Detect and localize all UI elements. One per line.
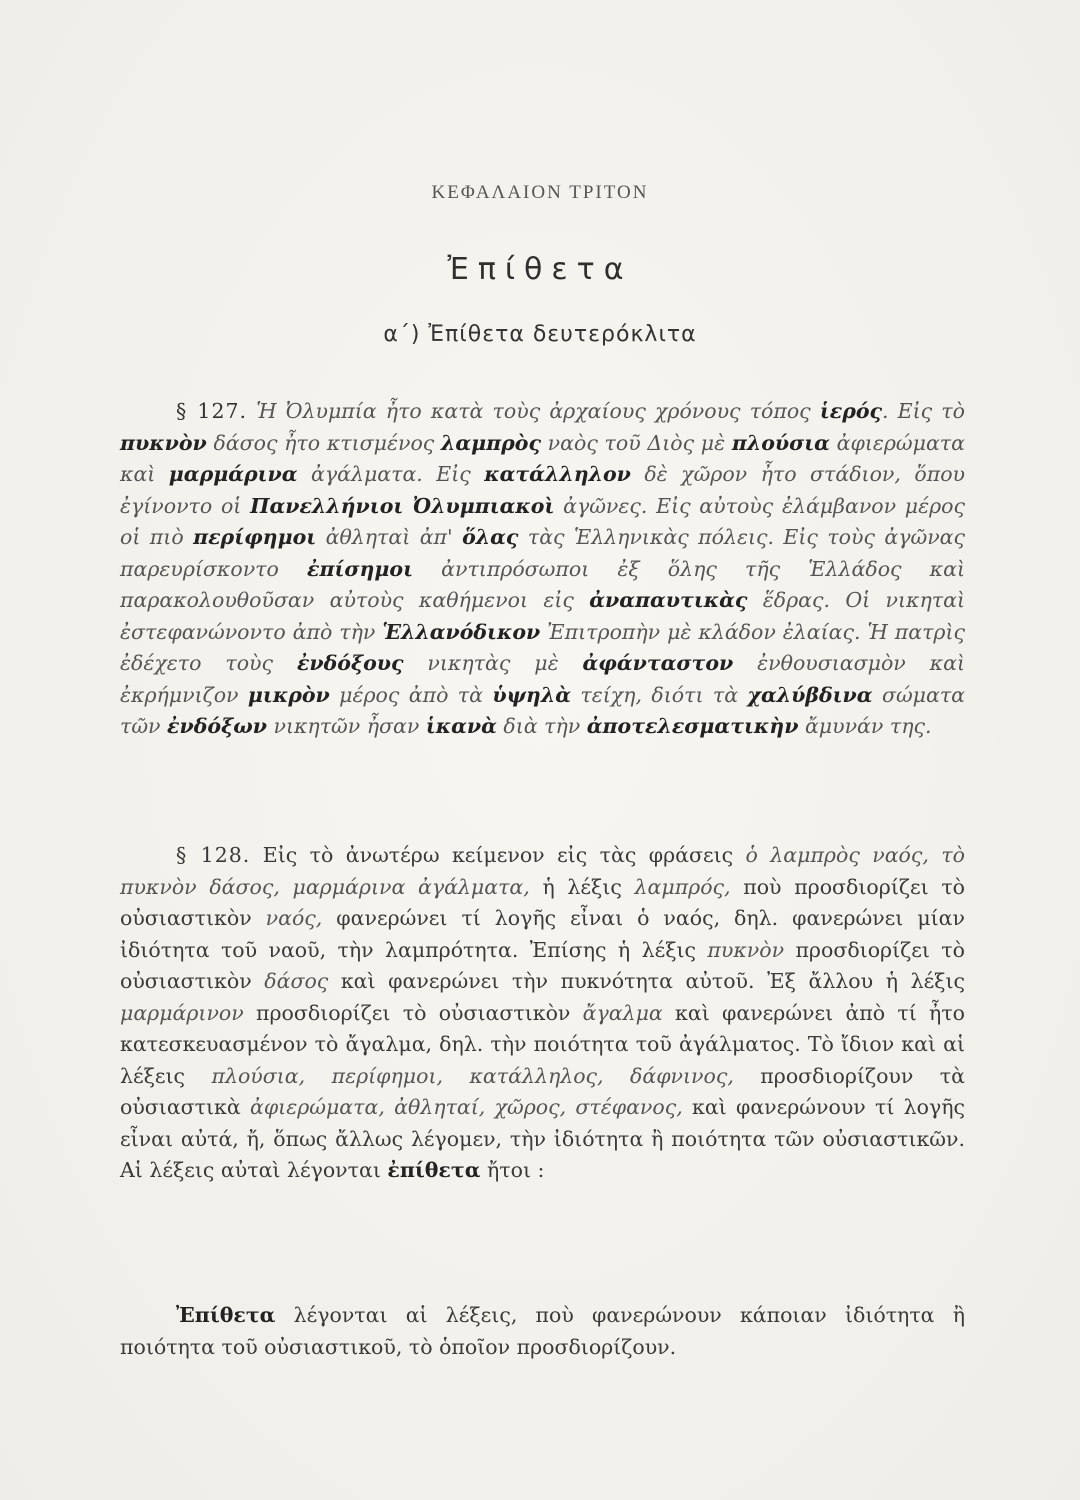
text-run: ποὺ προσδιορίζει τὸ οὐσιαστικὸν [120,874,965,930]
text-run: ἄμυνάν της. [798,714,932,738]
text-run: Εἰς τὸ ἀνωτέρω κείμενον εἰς τὰς φράσεις [262,843,746,867]
emphasized-word: ἀναπαυτικὰς [589,588,748,612]
italic-phrase: ἄγαλμα [582,1000,663,1025]
emphasized-word: ἐπίθετα [387,1158,481,1182]
text-run: ἀφιερώματα καὶ [120,430,965,486]
text-run: τείχη, διότι τὰ [570,682,748,707]
emphasized-word: ἐνδόξους [296,651,404,675]
emphasized-word: ἱερός [819,399,882,423]
text-run: ἡ λέξις [529,874,635,899]
italic-phrase: λαμπρός, [634,874,731,899]
text-run: καὶ φανερώνει ἀπὸ τί ἦτο κατεσκευασμένον τὸ ἄγαλμα, δηλ. τὴν ποιότητα τοῦ ἀγάλματος. Τὸ ἴδιον καὶ αἱ λέξεις [120,1000,966,1088]
italic-phrase: δάσος [264,969,329,993]
paragraph-127 [120,396,965,743]
text-run: μέρος ἀπὸ τὰ [329,682,493,707]
emphasized-word: κατάλληλον [484,462,631,486]
text-run: καὶ φανερώνει τὴν πυκνότητα αὐτοῦ. Ἐξ ἄλλου ἡ λέξις [328,969,965,993]
text-run: νικητῶν ἦσαν [266,714,426,738]
emphasized-word: μαρμάρινα [168,462,298,486]
text-run: νικητὰς μὲ [403,651,583,675]
emphasized-word: Ἑλλανόδικον [382,619,541,644]
italic-phrase: ναός, [265,906,323,930]
emphasized-word: λαμπρὸς [441,430,541,455]
paragraph-body [120,399,965,738]
section-subtitle: α΄) Ἐπίθετα δευτερόκλιτα [383,322,697,347]
italic-phrase: ἀφιερώματα, ἀθληταί, χῶρος, στέφανος, [249,1095,683,1119]
emphasized-word: ἐνδόξων [167,714,267,738]
text-run: προσδιορίζει τὸ οὐσιαστικὸν [120,937,965,993]
emphasized-word: ἀφάνταστον [582,651,734,675]
text-run: προσδιορίζει τὸ οὐσιαστικὸν [243,1000,583,1025]
page-title: Ἐπίθετα [447,252,633,287]
text-run: τὰς Ἑλληνικὰς πόλεις. Εἰς τοὺς ἀγῶνας παρευρίσκοντο [120,525,966,581]
text-run: Ἐπιτροπὴν μὲ κλάδον ἐλαίας. Ἡ πατρὶς ἐδέχετο τοὺς [120,619,965,675]
emphasized-word: Πανελλήνιοι Ὀλυμπιακοὶ [250,493,555,518]
text-run: δάσος ἦτο κτισμένος [206,430,441,455]
text-run: Ἡ Ὀλυμπία ἦτο κατὰ τοὺς ἀρχαίους χρόνους τόπος [256,399,820,423]
paragraph-body [120,843,965,1182]
emphasized-word: ὑψηλὰ [492,682,571,707]
italic-phrase: ὁ λαμπρὸς ναός, τὸ πυκνὸν δάσος, μαρμάρινα ἀγάλματα, [120,843,965,899]
italic-phrase: πυκνὸν [707,937,785,962]
text-run: σώματα τῶν [120,682,966,738]
text-run: ἐνθουσιασμὸν καὶ ἐκρήμνιζον [120,651,966,707]
definition-paragraph [120,1300,965,1363]
section-number: § 128. [176,843,251,867]
text-run: ἀγῶνες. Εἰς αὐτοὺς ἐλάμβανον μέρος οἱ πιὸ [120,493,966,549]
text-run: διὰ τὴν [496,714,587,738]
italic-phrase: μαρμάρινον [120,1000,244,1025]
text-run: φανερώνει τί λογῆς εἶναι ὁ ναός, δηλ. φανερώνει μίαν ἰδιότητα τοῦ ναοῦ, τὴν λαμπρότητα. Ἐπίσης ἡ λέξις [120,906,965,962]
emphasized-word: ἀποτελεσματικὴν [586,714,799,738]
emphasized-word: πλούσια [731,430,830,455]
emphasized-word: ἐπίσημοι [306,556,413,581]
paragraph-128 [120,840,965,1187]
emphasized-word: περίφημοι [193,525,317,549]
text-run: προσδιορίζουν τὰ οὐσιαστικὰ [120,1063,965,1119]
text-run: ἀγάλματα. Εἰς [297,462,485,486]
text-run: ἀθληταὶ ἀπ' [316,525,463,549]
text-run: ναὸς τοῦ Διὸς μὲ [540,430,732,455]
text-run: δὲ χῶρον ἦτο στάδιον, ὅπου ἐγίνοντο οἱ [120,462,965,518]
text-run: ἀντιπρόσωποι ἐξ ὅλης τῆς Ἑλλάδος καὶ παρακολουθοῦσαν αὐτοὺς καθήμενοι εἰς [120,556,965,612]
emphasized-word: χαλύβδινα [747,682,873,707]
definition-text: λέγονται αἱ λέξεις, ποὺ φανερώνουν κάποιαν ἰδιότητα ἢ ποιότητα τοῦ οὐσιαστικοῦ, τὸ ὁποῖον προσδιορίζουν. [120,1303,965,1359]
text-run: ἕδρας. Οἱ νικηταὶ ἐστεφανώνοντο ἀπὸ τὴν [120,588,966,644]
chapter-heading: ΚΕΦΑΛΑΙΟΝ ΤΡΙΤΟΝ [431,182,649,203]
text-run: καὶ φανερώνουν τί λογῆς εἶναι αὐτά, ἤ, ὅπως ἄλλως λέγομεν, τὴν ἰδιότητα ἢ ποιότητα τῶν οὐσιαστικῶν. Αἱ λέξεις αὐταὶ λέγονται [120,1095,966,1182]
emphasized-word: ὅλας [462,525,519,549]
emphasized-word: πυκνὸν [120,430,207,455]
emphasized-word: ἱκανὰ [425,714,497,738]
section-number: § 127. [176,399,248,423]
definition-term: Ἐπίθετα [176,1303,276,1327]
italic-phrase: πλούσια, περίφημοι, κατάλληλος, δάφνινος, [211,1063,734,1088]
text-run: ἤτοι : [480,1158,545,1182]
emphasized-word: μικρὸν [247,682,330,707]
text-run: . Εἰς τὸ [882,399,965,423]
